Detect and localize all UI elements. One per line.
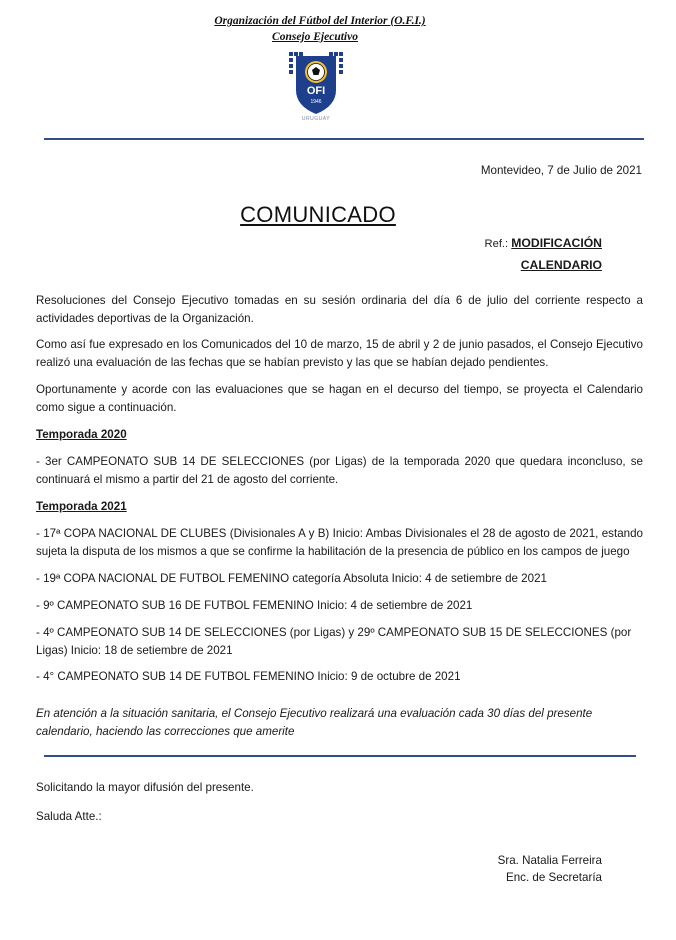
season-2021-item: - 4º CAMPEONATO SUB 14 DE SELECCIONES (por Ligas) y 29º CAMPEONATO SUB 15 DE SELECCIONES (por Ligas) Inicio: 18 de setiembre de 2021 xyxy=(36,626,632,657)
season-2021-item: - 4° CAMPEONATO SUB 14 DE FUTBOL FEMENINO Inicio: 9 de octubre de 2021 xyxy=(36,670,461,683)
ofi-logo xyxy=(283,50,349,122)
organization-name: Organización del Fútbol del Interior (O.F.I.) xyxy=(214,15,426,27)
document-date: Montevideo, 7 de Julio de 2021 xyxy=(480,164,642,177)
sanitary-note: En atención a la situación sanitaria, el Consejo Ejecutivo realizará una evaluación cada 30 días del presente calendario, haciendo las correcciones que amerite xyxy=(36,707,593,738)
reference-label: Ref.: xyxy=(484,238,509,250)
council-name: Consejo Ejecutivo xyxy=(272,31,358,43)
season-2020-item: - 3er CAMPEONATO SUB 14 DE SELECCIONES (por Ligas) de la temporada 2020 que quedara inconcluso, se continuará el mismo a partir del 21 de agosto del corriente. xyxy=(36,455,643,486)
paragraph-evaluation: Como así fue expresado en los Comunicados del 10 de marzo, 15 de abril y 2 de junio pasados, el Consejo Ejecutivo realizó una evaluación de las fechas que se habían previsto y las que se habían dejado pendientes. xyxy=(36,338,643,369)
reference-subject-2: CALENDARIO xyxy=(520,258,602,272)
season-2021-heading: Temporada 2021 xyxy=(36,500,127,513)
ofi-logo-icon xyxy=(283,50,349,122)
document-title: COMUNICADO xyxy=(240,202,396,227)
season-2021-item: - 9º CAMPEONATO SUB 16 DE FUTBOL FEMENINO Inicio: 4 de setiembre de 2021 xyxy=(36,599,473,612)
body-divider xyxy=(44,755,636,757)
paragraph-calendar-intro: Oportunamente y acorde con las evaluaciones que se hagan en el decurso del tiempo, se proyecta el Calendario como sigue a continuación. xyxy=(36,383,643,414)
reference-line-2 xyxy=(521,256,602,274)
closing-line: Solicitando la mayor difusión del presente. xyxy=(36,781,254,794)
season-2021-item: - 19ª COPA NACIONAL DE FUTBOL FEMENINO categoría Absoluta Inicio: 4 de setiembre de 2021 xyxy=(36,572,547,585)
season-2020-heading: Temporada 2020 xyxy=(36,428,127,441)
salutation: Saluda Atte.: xyxy=(36,810,102,823)
logo-text: OFI xyxy=(306,85,326,97)
signature-role: Enc. de Secretaría xyxy=(505,871,602,884)
season-2021-item: - 17ª COPA NACIONAL DE CLUBES (Divisionales A y B) Inicio: Ambas Divisionales el 28 de agosto de 2021, estando sujeta la disputa de los mismos a que se confirme la habilitación de la presencia de público en los campos de juego xyxy=(36,527,643,558)
paragraph-resolutions: Resoluciones del Consejo Ejecutivo tomadas en su sesión ordinaria del día 6 de julio del corriente respecto a actividades deportivas de la Organización. xyxy=(36,294,643,325)
signature-name: Sra. Natalia Ferreira xyxy=(497,854,602,867)
header-divider xyxy=(44,138,644,140)
logo-country: URUGUAY xyxy=(301,116,331,122)
reference-subject-1: MODIFICACIÓN xyxy=(511,236,602,250)
logo-year: 1946 xyxy=(310,99,322,105)
reference-line-1 xyxy=(485,236,602,250)
